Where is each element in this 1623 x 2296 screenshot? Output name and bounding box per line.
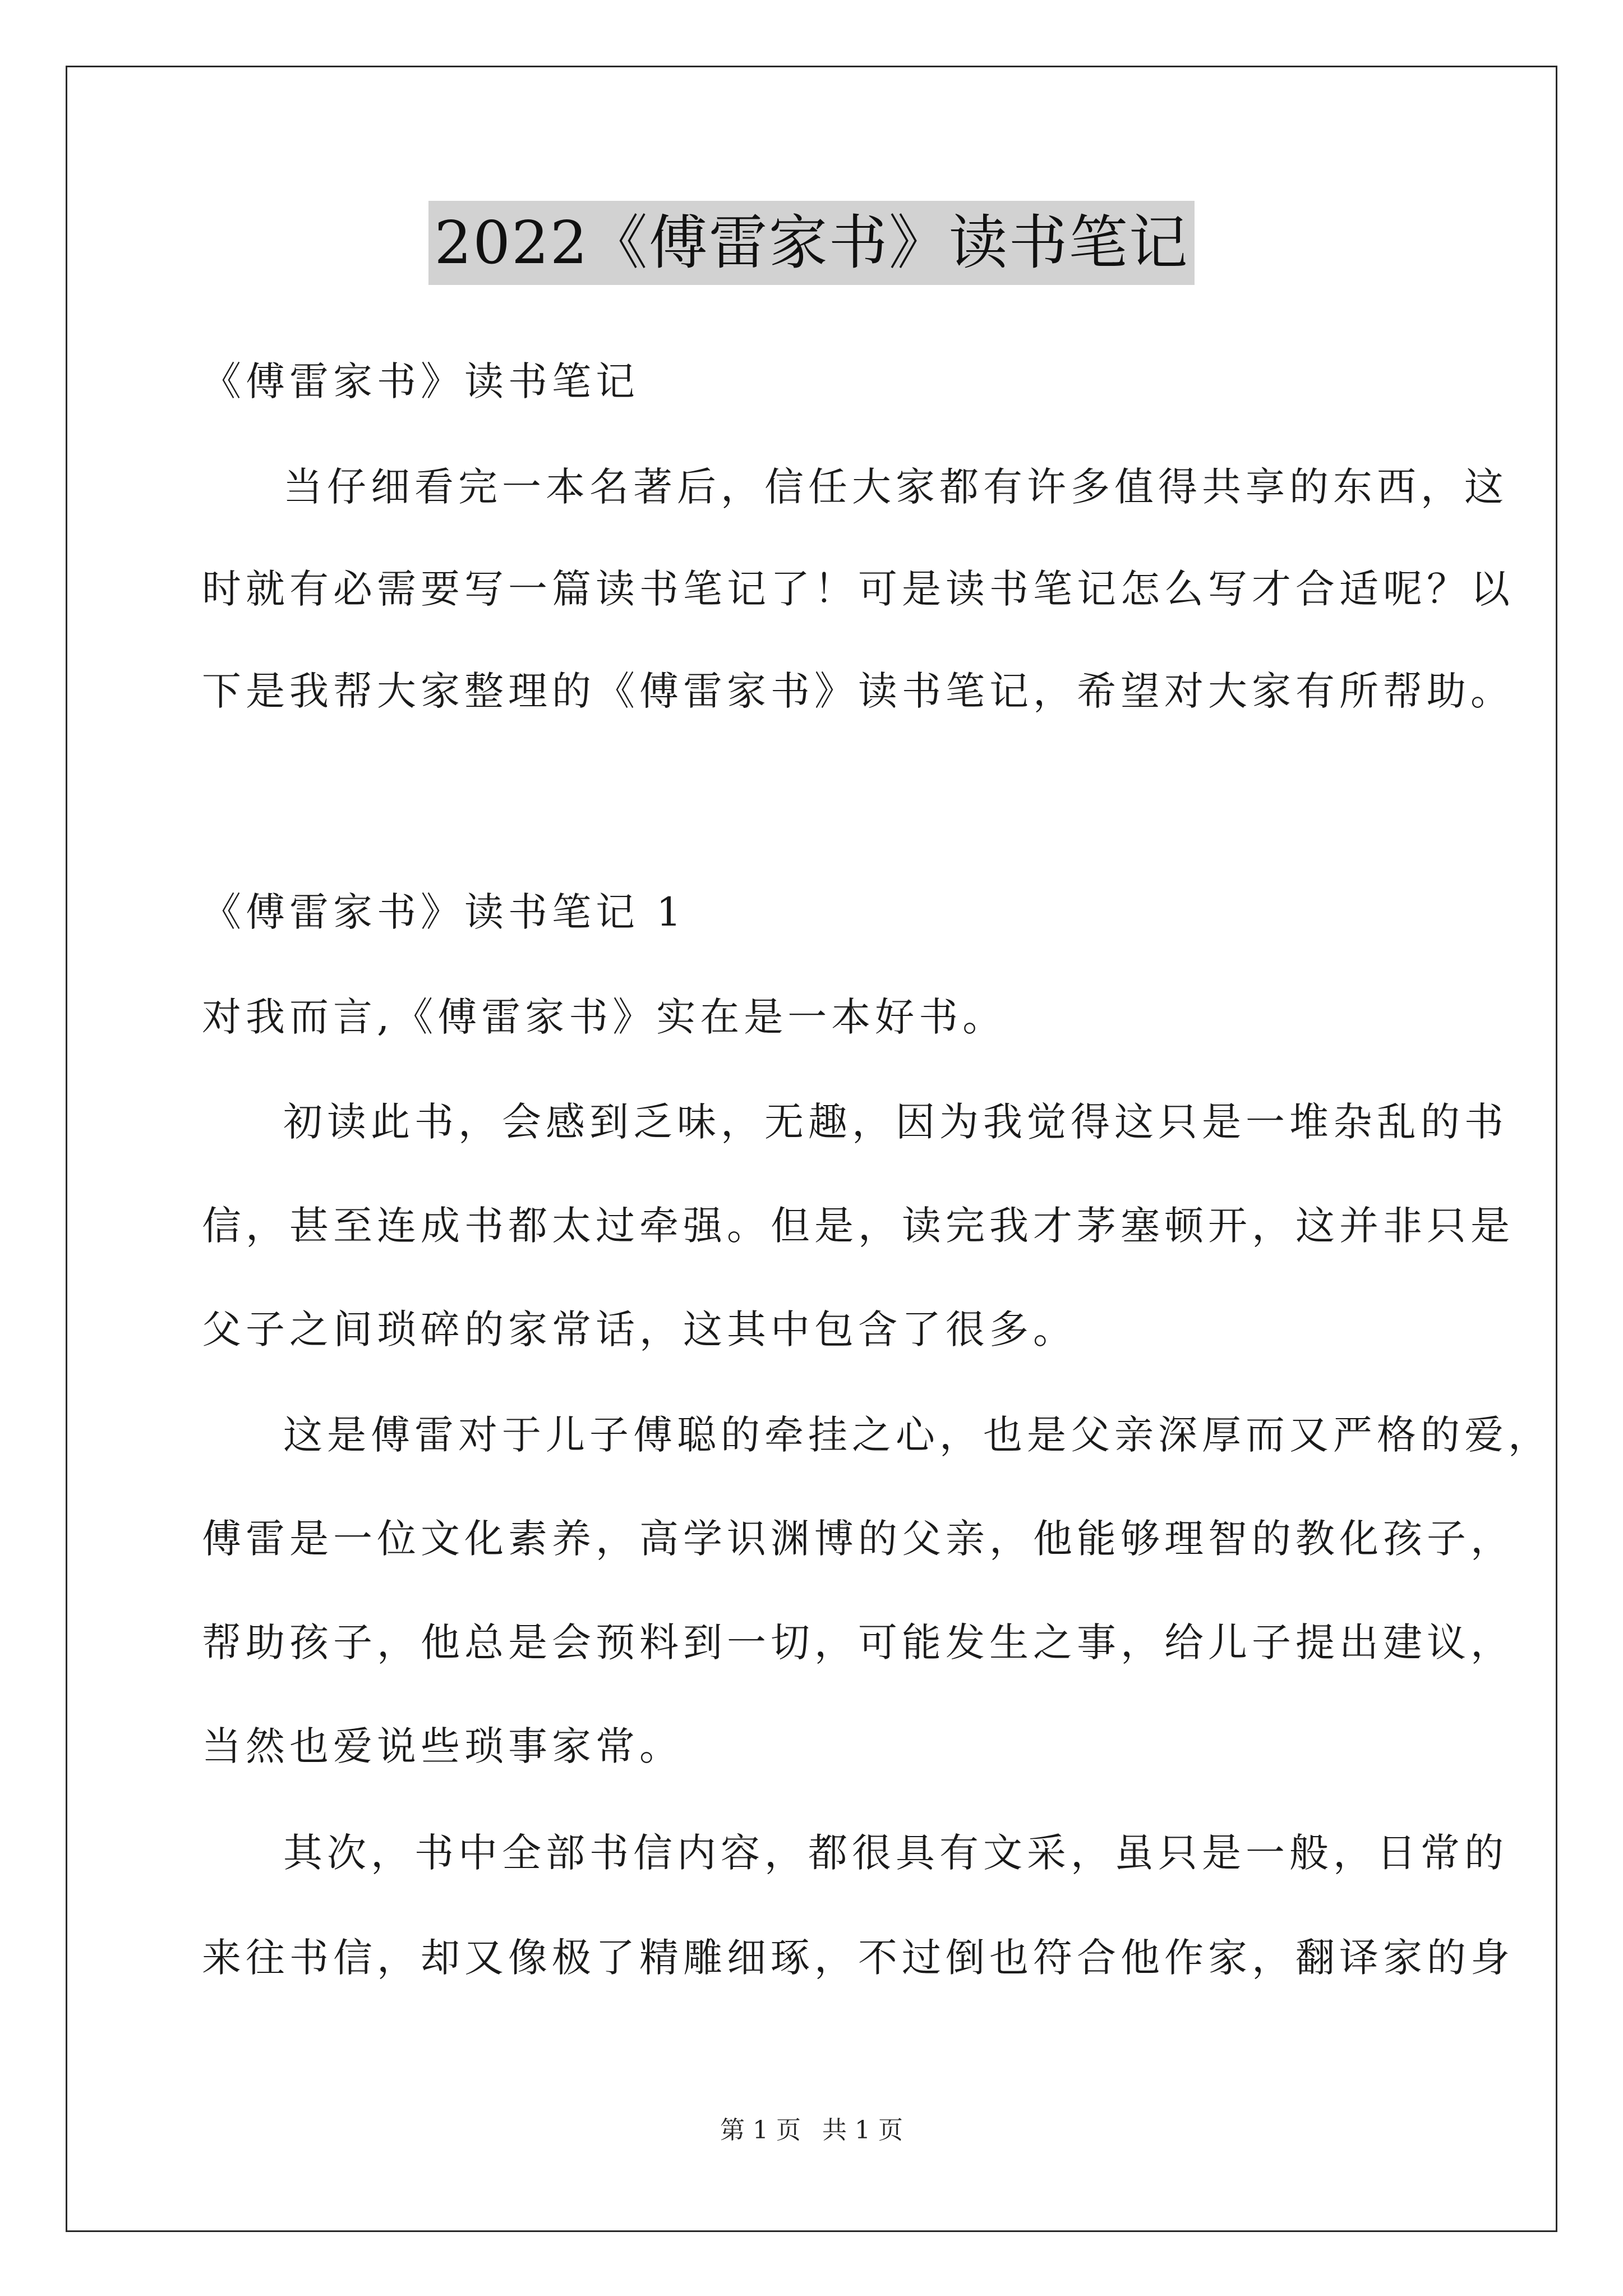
paragraph-line: 下是我帮大家整理的《傅雷家书》读书笔记，希望对大家有所帮助。 [202, 668, 1514, 714]
paragraph-line: 来往书信，却又像极了精雕细琢，不过倒也符合他作家，翻译家的身 [202, 1935, 1514, 1981]
document-title: 2022《傅雷家书》读书笔记 [428, 201, 1194, 285]
paragraph-line: 父子之间琐碎的家常话，这其中包含了很多。 [202, 1306, 1077, 1352]
paragraph-line: 其次，书中全部书信内容，都很具有文采，虽只是一般，日常的 [283, 1830, 1508, 1876]
page-footer [0, 2114, 1623, 2147]
title-wrap [0, 201, 1623, 285]
paragraph-line: 这是傅雷对于儿子傅聪的牵挂之心，也是父亲深厚而又严格的爱， [283, 1412, 1552, 1458]
paragraph-line: 对我而言,《傅雷家书》实在是一本好书。 [202, 994, 1007, 1040]
paragraph-line: 当然也爱说些琐事家常。 [202, 1723, 683, 1769]
footer-page-total: 共 1 页 [822, 2116, 903, 2145]
paragraph-line: 初读此书，会感到乏味，无趣，因为我觉得这只是一堆杂乱的书 [283, 1099, 1508, 1145]
section-heading: 《傅雷家书》读书笔记 1 [202, 889, 686, 935]
paragraph-line: 时就有必需要写一篇读书笔记了！可是读书笔记怎么写才合适呢？以 [202, 566, 1514, 612]
paragraph-line: 傅雷是一位文化素养，高学识渊博的父亲，他能够理智的教化孩子， [202, 1516, 1514, 1562]
subtitle: 《傅雷家书》读书笔记 [202, 358, 639, 404]
paragraph-line: 当仔细看完一本名著后，信任大家都有许多值得共享的东西，这 [283, 464, 1508, 510]
paragraph-line: 帮助孩子，他总是会预料到一切，可能发生之事，给儿子提出建议， [202, 1619, 1514, 1665]
paragraph-line: 信，甚至连成书都太过牵强。但是，读完我才茅塞顿开，这并非只是 [202, 1203, 1514, 1249]
footer-page-number: 第 1 页 [720, 2116, 801, 2145]
